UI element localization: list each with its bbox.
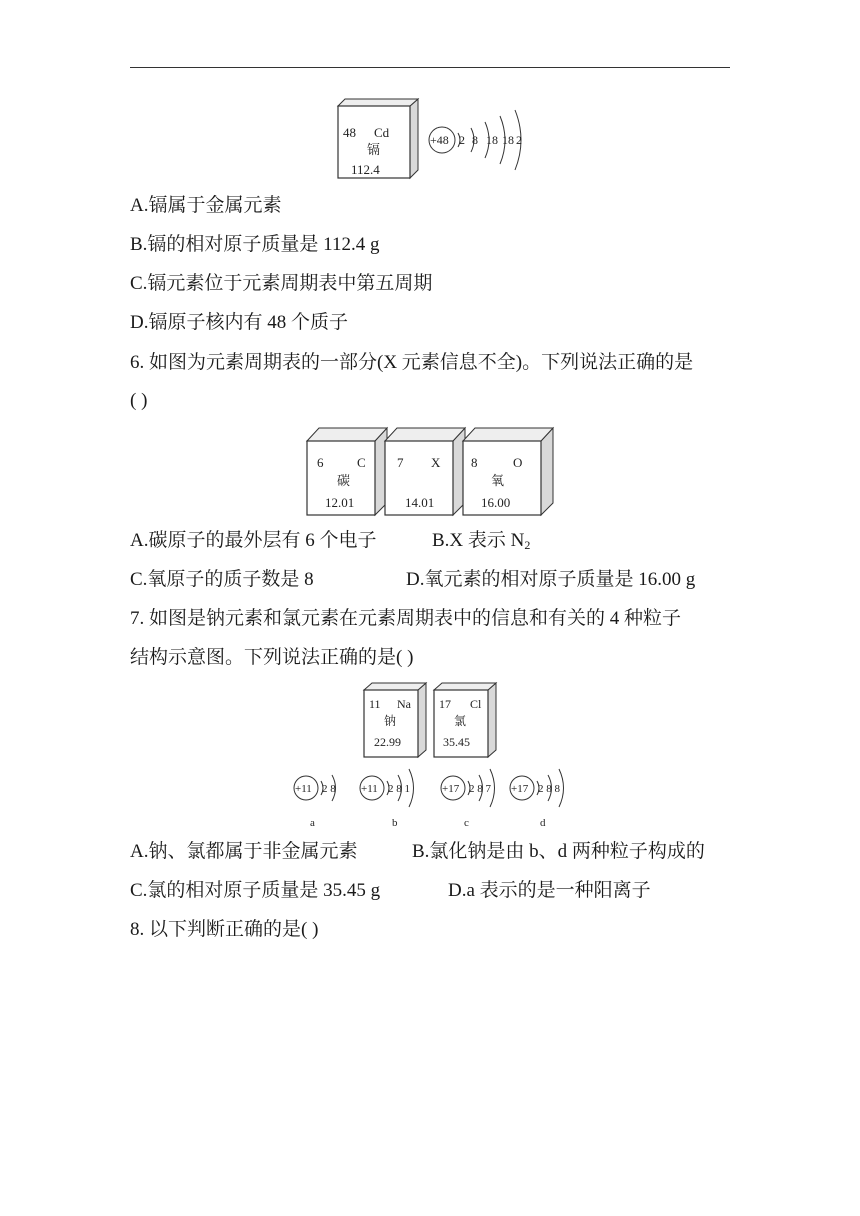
c-symbol: C	[357, 455, 366, 470]
na-symbol: Na	[397, 697, 411, 711]
o-number: 8	[471, 455, 478, 470]
cd-name: 镉	[367, 142, 381, 157]
c-mass: 12.01	[325, 495, 355, 510]
particle-d	[510, 769, 564, 829]
q5-option-b: B.镉的相对原子质量是 112.4 g	[130, 234, 380, 255]
c-number: 6	[317, 455, 324, 470]
cd-shell-5: 2	[516, 133, 522, 147]
cadmium-figure	[330, 98, 540, 188]
cd-mass: 112.4	[351, 162, 380, 177]
particle-b-nucleus: +11	[361, 783, 378, 795]
q7-stem-line1: 7. 如图是钠元素和氯元素在元素周期表中的信息和有关的 4 种粒子	[130, 608, 682, 629]
q6-stem-line2: ( )	[130, 390, 148, 411]
q5-option-a: A.镉属于金属元素	[130, 195, 282, 216]
o-symbol: O	[513, 455, 523, 470]
x-mass: 14.01	[405, 495, 435, 510]
q5-option-c: C.镉元素位于元素周期表中第五周期	[130, 273, 433, 294]
cd-shell-3: 18	[486, 133, 498, 147]
q7-option-b: B.氯化钠是由 b、d 两种粒子构成的	[412, 841, 705, 862]
element-cell-carbon	[307, 428, 387, 515]
q6-option-c: C.氧原子的质子数是 8	[130, 569, 314, 590]
q6-option-d: D.氧元素的相对原子质量是 16.00 g	[406, 569, 696, 590]
element-cell-x	[385, 428, 465, 515]
cd-nucleus: +48	[430, 133, 449, 147]
particle-a-nucleus: +11	[295, 783, 312, 795]
periodic-table-fragment	[305, 425, 560, 520]
particle-a-label: a	[310, 817, 315, 829]
element-cell-cd	[338, 99, 418, 178]
cl-number: 17	[439, 697, 451, 711]
na-name: 钠	[384, 714, 397, 728]
particle-c-shells: 2 8 7	[469, 783, 491, 795]
particle-a	[294, 775, 336, 829]
cd-atom-structure	[429, 110, 522, 170]
q6-option-b-sub: 2	[524, 538, 531, 552]
na-mass: 22.99	[374, 735, 401, 749]
cd-shell-2: 8	[472, 133, 478, 147]
q5-option-d: D.镉原子核内有 48 个质子	[130, 312, 348, 333]
cd-shell-1: 2	[459, 133, 465, 147]
sodium-chlorine-figure	[290, 680, 580, 835]
particle-b	[360, 769, 414, 829]
na-number: 11	[369, 697, 381, 711]
cl-mass: 35.45	[443, 735, 470, 749]
particle-c-nucleus: +17	[442, 783, 460, 795]
o-name: 氧	[491, 473, 505, 488]
q7-option-d: D.a 表示的是一种阳离子	[448, 880, 651, 901]
element-cell-oxygen	[463, 428, 553, 515]
element-cell-sodium	[364, 683, 426, 757]
q7-stem-line2: 结构示意图。下列说法正确的是( )	[130, 647, 414, 668]
cd-number: 48	[343, 125, 356, 140]
header-rule	[130, 67, 730, 68]
q7-option-a: A.钠、氯都属于非金属元素	[130, 841, 358, 862]
particle-b-label: b	[392, 817, 398, 829]
element-cell-chlorine	[434, 683, 496, 757]
q6-option-b-text: B.X 表示 N	[432, 530, 525, 551]
q8-stem: 8. 以下判断正确的是( )	[130, 919, 319, 940]
cl-name: 氯	[454, 714, 467, 728]
particle-a-shells: 2 8	[322, 783, 336, 795]
x-symbol: X	[431, 455, 441, 470]
particle-d-nucleus: +17	[511, 783, 529, 795]
q7-option-c: C.氯的相对原子质量是 35.45 g	[130, 880, 381, 901]
q6-stem-line1: 6. 如图为元素周期表的一部分(X 元素信息不全)。下列说法正确的是	[130, 352, 694, 373]
cd-symbol: Cd	[374, 125, 390, 140]
x-number: 7	[397, 455, 404, 470]
particle-d-label: d	[540, 817, 546, 829]
particle-d-shells: 2 8 8	[538, 783, 560, 795]
c-name: 碳	[337, 473, 351, 488]
cd-shell-4: 18	[502, 133, 514, 147]
o-mass: 16.00	[481, 495, 511, 510]
q6-option-a: A.碳原子的最外层有 6 个电子	[130, 530, 377, 551]
particle-c-label: c	[464, 817, 469, 829]
particle-c	[441, 769, 495, 829]
q6-option-b	[432, 529, 530, 557]
cl-symbol: Cl	[470, 697, 482, 711]
particle-b-shells: 2 8 1	[388, 783, 410, 795]
